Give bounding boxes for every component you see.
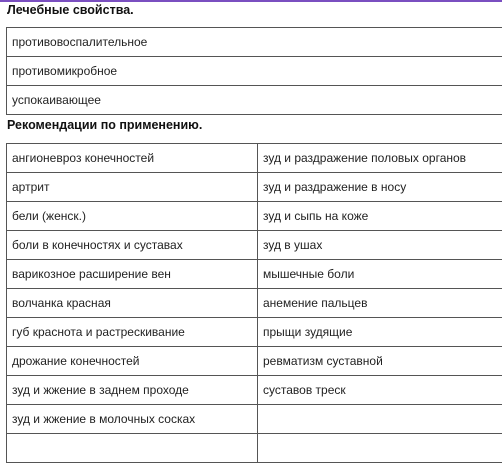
table-row (7, 231, 502, 260)
recommendation-cell (258, 434, 502, 463)
recommendation-cell (258, 405, 502, 434)
table-row (7, 260, 502, 289)
properties-table (6, 27, 502, 115)
recommendation-cell: прыщи зудящие (258, 318, 502, 347)
recommendation-cell: ангионевроз конечностей (7, 144, 258, 173)
recommendations-heading: Рекомендации по применению. (7, 118, 203, 132)
recommendation-cell: зуд и раздражение половых органов (258, 144, 502, 173)
property-cell: противомикробное (7, 57, 502, 86)
recommendation-cell (7, 434, 258, 463)
recommendation-cell: бели (женск.) (7, 202, 258, 231)
recommendation-cell: варикозное расширение вен (7, 260, 258, 289)
recommendation-cell: суставов треск (258, 376, 502, 405)
recommendation-cell: зуд и сыпь на коже (258, 202, 502, 231)
recommendation-cell: зуд в ушах (258, 231, 502, 260)
recommendation-cell: артрит (7, 173, 258, 202)
table-row (7, 289, 502, 318)
recommendations-table (6, 143, 502, 463)
recommendation-cell: дрожание конечностей (7, 347, 258, 376)
recommendation-cell: мышечные боли (258, 260, 502, 289)
table-row (7, 405, 502, 434)
table-row (7, 202, 502, 231)
recommendation-cell: волчанка красная (7, 289, 258, 318)
property-cell: противовоспалительное (7, 28, 502, 57)
table-row (7, 144, 502, 173)
table-row (7, 57, 502, 86)
table-row (7, 173, 502, 202)
recommendation-cell: анемение пальцев (258, 289, 502, 318)
recommendation-cell: ревматизм суставной (258, 347, 502, 376)
properties-heading: Лечебные свойства. (7, 3, 134, 17)
recommendation-cell: зуд и раздражение в носу (258, 173, 502, 202)
table-row (7, 376, 502, 405)
recommendation-cell: зуд и жжение в молочных сосках (7, 405, 258, 434)
recommendation-cell: зуд и жжение в заднем проходе (7, 376, 258, 405)
recommendation-cell: боли в конечностях и суставах (7, 231, 258, 260)
table-row (7, 347, 502, 376)
table-row (7, 318, 502, 347)
table-row (7, 86, 502, 115)
recommendation-cell: губ краснота и растрескивание (7, 318, 258, 347)
property-cell: успокаивающее (7, 86, 502, 115)
table-row (7, 434, 502, 463)
table-row (7, 28, 502, 57)
